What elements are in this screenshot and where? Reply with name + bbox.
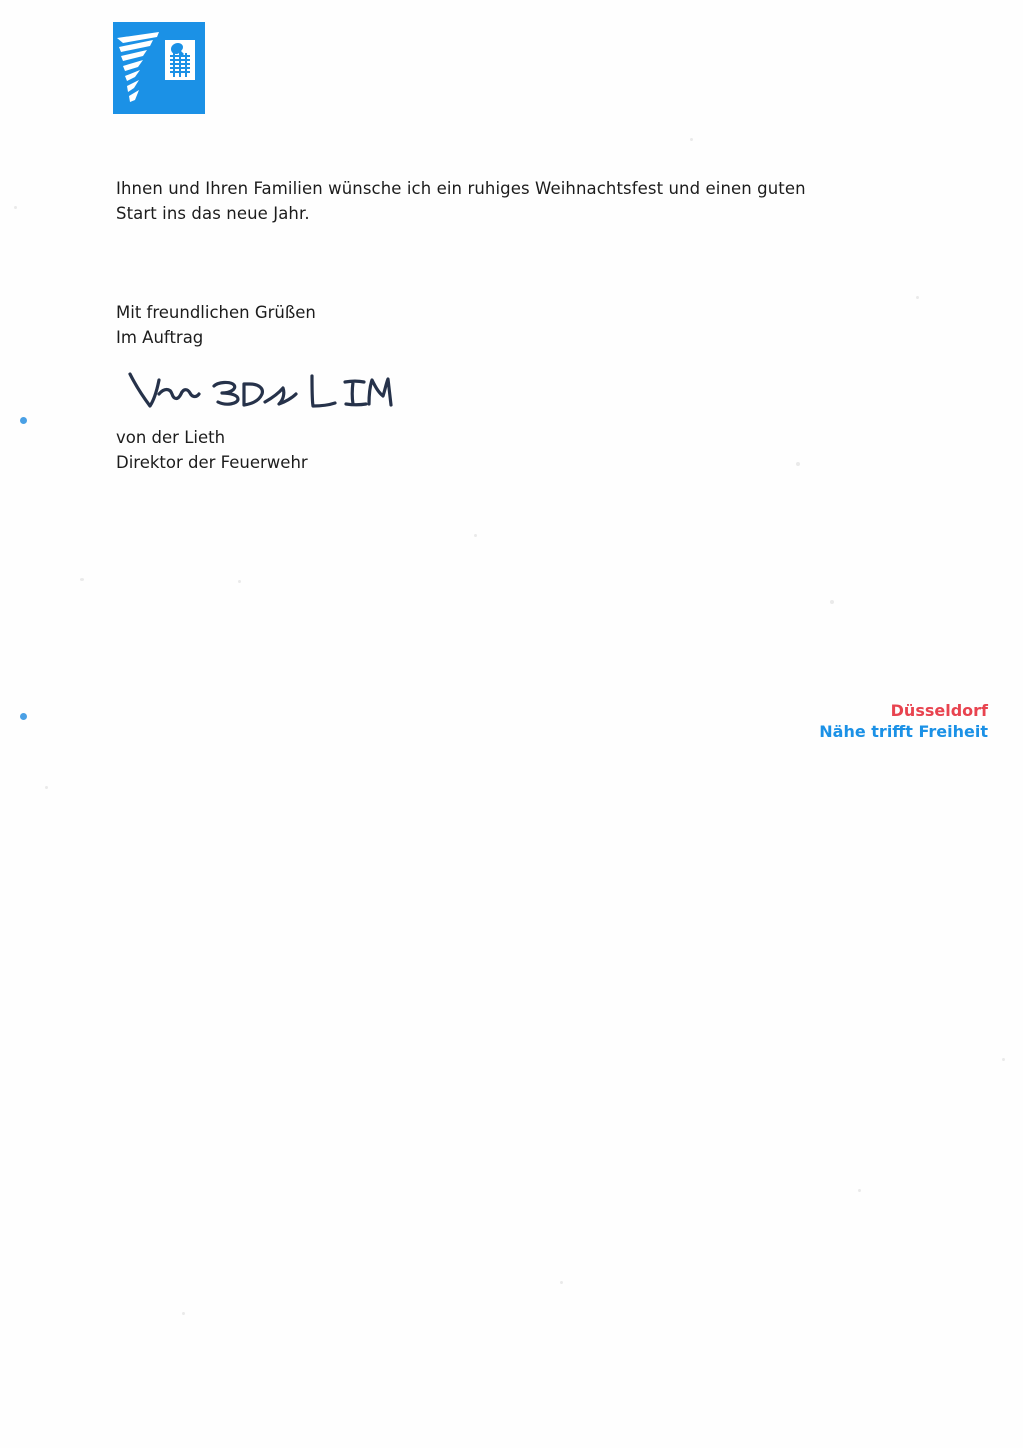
brand-line-duesseldorf: Düsseldorf xyxy=(890,701,988,720)
scan-speckle xyxy=(182,1312,185,1315)
duesseldorf-city-coat-of-arms-icon xyxy=(113,22,205,114)
scan-speckle xyxy=(830,600,834,604)
scan-speckle xyxy=(1002,1058,1005,1061)
closing-line-2: Im Auftrag xyxy=(116,328,204,347)
scan-speckle xyxy=(45,786,48,789)
scan-speckle xyxy=(858,1189,861,1192)
signer-block xyxy=(116,425,308,475)
letter-body-paragraph: Ihnen und Ihren Familien wünsche ich ein ruhiges Weihnachtsfest und einen guten Start ins das neue Jahr. xyxy=(116,179,806,223)
scan-blue-dot xyxy=(20,417,27,424)
signer-title: Direktor der Feuerwehr xyxy=(116,453,308,472)
city-brand-slogan xyxy=(819,700,988,742)
handwritten-signature xyxy=(126,368,396,423)
scan-speckle xyxy=(80,578,84,581)
letter-closing xyxy=(116,300,316,350)
scan-speckle xyxy=(238,580,241,583)
scan-speckle xyxy=(474,534,477,537)
scan-speckle xyxy=(690,138,693,141)
scan-speckle xyxy=(796,462,800,466)
closing-line-1: Mit freundlichen Grüßen xyxy=(116,303,316,322)
scan-speckle xyxy=(560,1281,563,1284)
scan-blue-dot xyxy=(20,713,27,720)
signer-name: von der Lieth xyxy=(116,428,226,447)
scan-speckle xyxy=(916,296,919,299)
scan-speckle xyxy=(14,206,17,209)
brand-line-slogan: Nähe trifft Freiheit xyxy=(819,722,988,741)
